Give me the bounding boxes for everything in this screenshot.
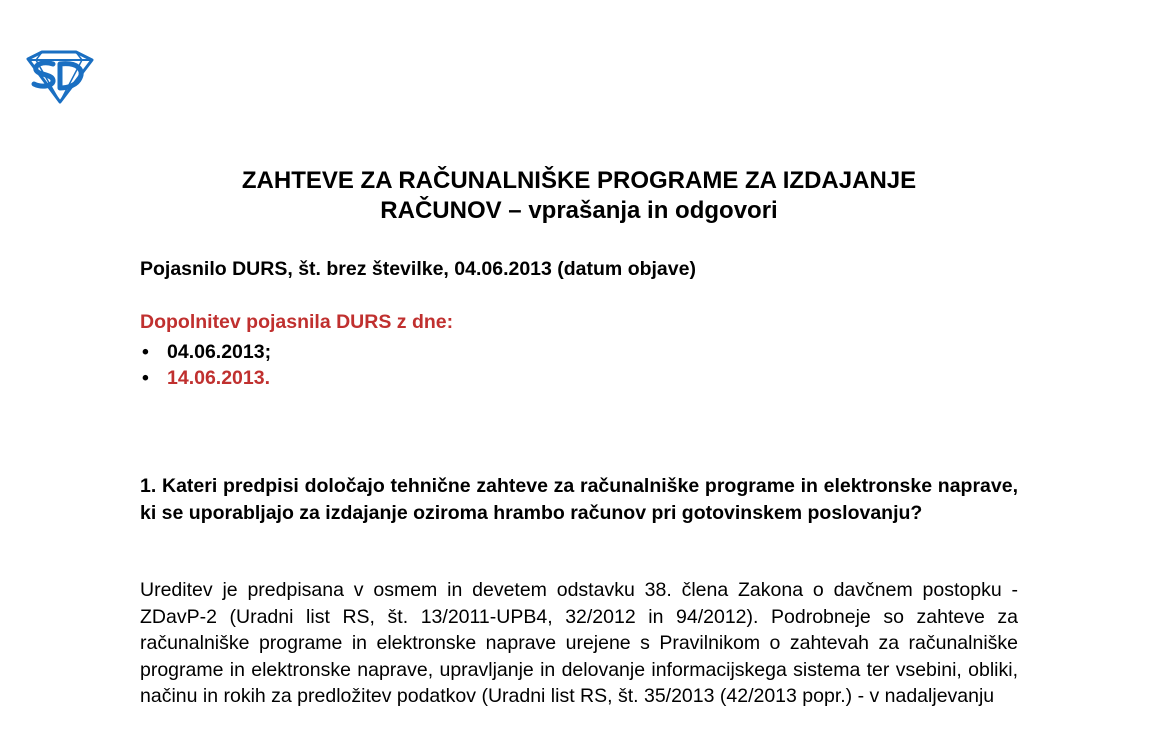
answer-1: Ureditev je predpisana v osmem in devetem odstavku 38. člena Zakona o davčnem postopku - ZDavP-2 (Uradni list RS, št. 13/2011-UPB4, 32/2012 in 94/2012). Podrobneje so zahteve za računalniške programe in elektronske naprave urejene s Pravilnikom o zahtevah za računalniške programe in elektronske naprave, upravljanje in delovanje informacijskega sistema ter vsebini, obliki, načinu in rokih za predložitev podatkov (Uradni list RS, št. 35/2013 (42/2013 popr.) - v nadaljevanju [140, 579, 1018, 707]
supplement-date-text: 04.06.2013; [167, 341, 272, 363]
supplement-date-item [140, 365, 271, 391]
document-title [140, 166, 1018, 226]
question-1: 1. Kateri predpisi določajo tehnične zahteve za računalniške programe in elektronske naprave, ki se uporabljajo za izdajanje oziroma hrambo računov pri gotovinskem poslovanju? [140, 475, 1018, 524]
supplement-date-text: 14.06.2013. [167, 367, 271, 389]
supplement-date-item [140, 339, 271, 365]
document-title-line-2: RAČUNOV – vprašanja in odgovori [380, 197, 778, 224]
bullet-icon: • [142, 341, 149, 363]
document-title-line-1: ZAHTEVE ZA RAČUNALNIŠKE PROGRAME ZA IZDAJANJE [241, 167, 917, 194]
sd-logo-icon [22, 50, 96, 104]
bullet-icon: • [142, 367, 149, 389]
supplement-date-list [140, 339, 271, 391]
supplement-heading [140, 310, 453, 334]
document-subtitle: Pojasnilo DURS, št. brez številke, 04.06.2013 (datum objave) [140, 258, 696, 280]
supplement-suffix: z dne: [391, 311, 454, 333]
supplement-label: Dopolnitev pojasnila DURS [140, 311, 392, 333]
